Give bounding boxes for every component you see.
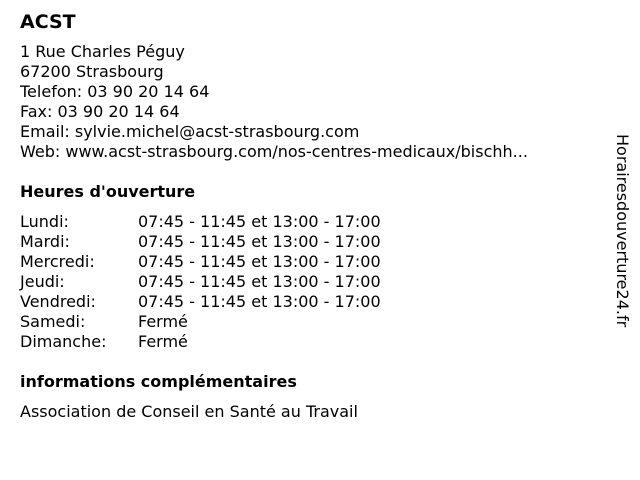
fax-number: Fax: 03 90 20 14 64 (20, 102, 180, 121)
site-watermark: Horairesdouverture24.fr (613, 134, 632, 328)
day-label: Mardi: (20, 232, 70, 251)
city-address: 67200 Strasbourg (20, 62, 164, 81)
hours-row-saturday (20, 312, 600, 332)
hours-row-monday (20, 212, 600, 232)
day-label: Dimanche: (20, 332, 107, 351)
day-hours: 07:45 - 11:45 et 13:00 - 17:00 (138, 232, 381, 251)
day-label: Samedi: (20, 312, 86, 331)
day-hours: 07:45 - 11:45 et 13:00 - 17:00 (138, 272, 381, 291)
day-hours: Fermé (138, 332, 188, 351)
day-label: Mercredi: (20, 252, 95, 271)
opening-hours-table (20, 212, 600, 352)
day-hours: Fermé (138, 312, 188, 331)
hours-row-tuesday (20, 232, 600, 252)
day-hours: 07:45 - 11:45 et 13:00 - 17:00 (138, 212, 381, 231)
day-hours: 07:45 - 11:45 et 13:00 - 17:00 (138, 292, 381, 311)
hours-row-friday (20, 292, 600, 312)
additional-info-text: Association de Conseil en Santé au Travail (20, 402, 358, 421)
day-label: Jeudi: (20, 272, 65, 291)
hours-row-wednesday (20, 252, 600, 272)
day-hours: 07:45 - 11:45 et 13:00 - 17:00 (138, 252, 381, 271)
hours-row-sunday (20, 332, 600, 352)
business-card (20, 10, 600, 422)
email-link[interactable]: Email: sylvie.michel@acst-strasbourg.com (20, 122, 360, 141)
day-label: Vendredi: (20, 292, 96, 311)
website-link[interactable]: Web: www.acst-strasbourg.com/nos-centres-medicaux/bischh... (20, 142, 528, 161)
business-name: ACST (20, 11, 76, 33)
opening-hours-heading: Heures d'ouverture (20, 182, 196, 201)
phone-number[interactable]: Telefon: 03 90 20 14 64 (20, 82, 210, 101)
day-label: Lundi: (20, 212, 69, 231)
additional-info-heading: informations complémentaires (20, 372, 297, 391)
street-address: 1 Rue Charles Péguy (20, 42, 185, 61)
hours-row-thursday (20, 272, 600, 292)
